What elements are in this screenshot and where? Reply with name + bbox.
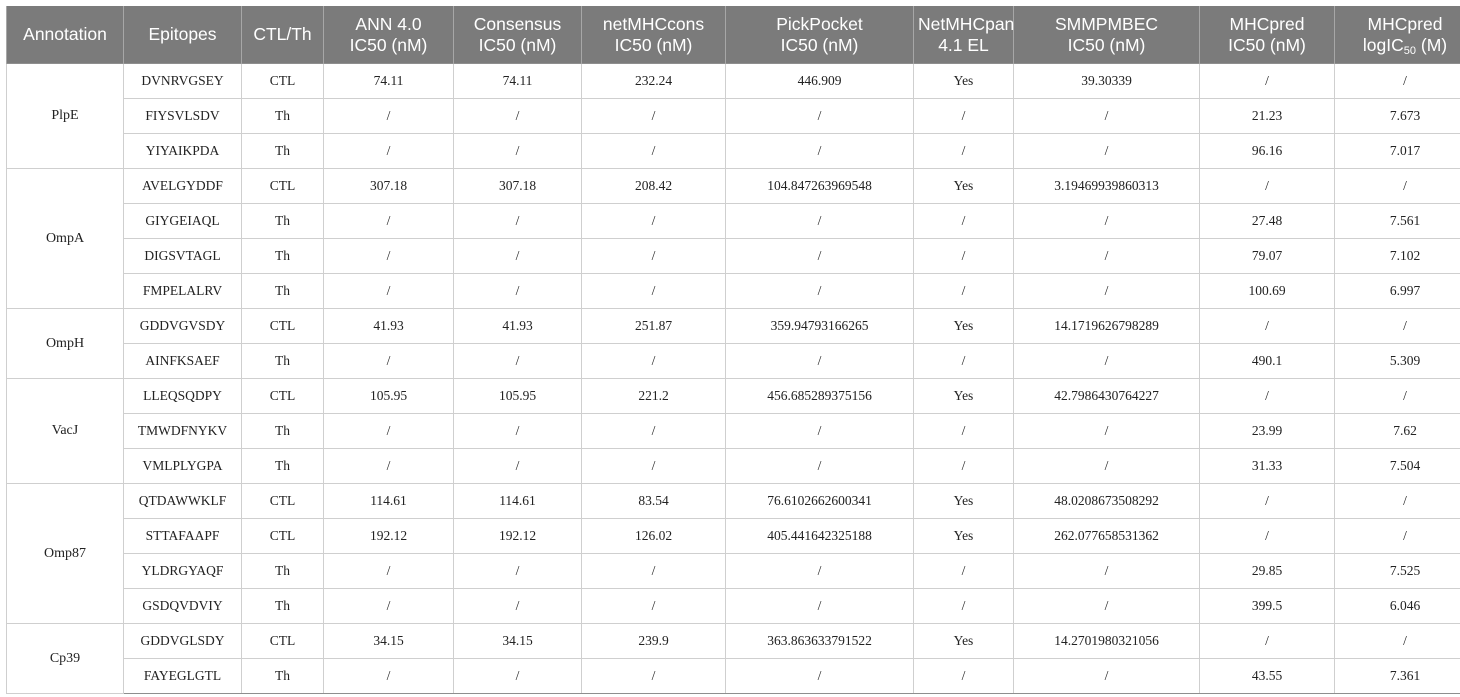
header-line-2: IC50 (nM) — [1067, 34, 1146, 55]
cell-type-cell: CTL — [242, 64, 324, 99]
table-row — [7, 449, 1460, 484]
header-subscript: 50 — [1403, 44, 1416, 57]
value-cell: / — [324, 204, 454, 239]
value-cell: 7.102 — [1335, 239, 1460, 274]
table-row — [7, 99, 1460, 134]
cell-type-cell: CTL — [242, 484, 324, 519]
value-cell: / — [1200, 379, 1335, 414]
header-line-1: Epitopes — [148, 24, 217, 44]
header-line-1: Annotation — [23, 24, 107, 44]
value-cell: / — [1014, 274, 1200, 309]
value-cell: / — [726, 554, 914, 589]
epitope-cell: GSDQVDVIY — [124, 589, 242, 624]
value-cell: / — [582, 239, 726, 274]
value-cell: / — [914, 449, 1014, 484]
value-cell: 41.93 — [324, 309, 454, 344]
header-line-2: IC50 (nM) — [478, 34, 557, 55]
cell-type-cell: Th — [242, 204, 324, 239]
table-row — [7, 519, 1460, 554]
header-line-2: IC50 (nM) — [780, 34, 859, 55]
value-cell: 239.9 — [582, 624, 726, 659]
value-cell: 232.24 — [582, 64, 726, 99]
value-cell: / — [726, 344, 914, 379]
header-line-1: netMHCcons — [602, 13, 705, 34]
epitope-cell: YIYAIKPDA — [124, 134, 242, 169]
value-cell: 114.61 — [324, 484, 454, 519]
header-line-2: IC50 (nM) — [1228, 34, 1306, 55]
value-cell: / — [582, 204, 726, 239]
value-cell: 3.19469939860313 — [1014, 169, 1200, 204]
cell-type-cell: Th — [242, 589, 324, 624]
value-cell: 208.42 — [582, 169, 726, 204]
value-cell: 14.1719626798289 — [1014, 309, 1200, 344]
value-cell: / — [726, 239, 914, 274]
cell-type-cell: Th — [242, 274, 324, 309]
value-cell: 6.046 — [1335, 589, 1460, 624]
epitope-cell: GDDVGVSDY — [124, 309, 242, 344]
header-unit: (M) — [1416, 34, 1448, 55]
table-row — [7, 239, 1460, 274]
value-cell: Yes — [914, 64, 1014, 99]
value-cell: 456.685289375156 — [726, 379, 914, 414]
value-cell: 105.95 — [324, 379, 454, 414]
header-line-1: NetMHCpan — [918, 13, 1015, 34]
annotation-cell: VacJ — [7, 379, 124, 484]
value-cell: 359.94793166265 — [726, 309, 914, 344]
value-cell: / — [1335, 484, 1460, 519]
cell-type-cell: Th — [242, 239, 324, 274]
table-row — [7, 484, 1460, 519]
header-line-1: MHCpred — [1229, 13, 1305, 34]
value-cell: / — [1200, 519, 1335, 554]
value-cell: / — [454, 239, 582, 274]
value-cell: 104.847263969548 — [726, 169, 914, 204]
value-cell: / — [726, 99, 914, 134]
value-cell: 5.309 — [1335, 344, 1460, 379]
table-row — [7, 379, 1460, 414]
header-line-1: CTL/Th — [253, 24, 312, 44]
value-cell: / — [726, 589, 914, 624]
value-cell: / — [1335, 169, 1460, 204]
cell-type-cell: CTL — [242, 519, 324, 554]
value-cell: / — [1014, 204, 1200, 239]
value-cell: 6.997 — [1335, 274, 1460, 309]
value-cell: 7.673 — [1335, 99, 1460, 134]
header-line-2: IC50 (nM) — [614, 34, 693, 55]
value-cell: 41.93 — [454, 309, 582, 344]
value-cell: / — [582, 414, 726, 449]
value-cell: / — [324, 344, 454, 379]
value-cell: 34.15 — [454, 624, 582, 659]
value-cell: / — [726, 134, 914, 169]
value-cell: Yes — [914, 309, 1014, 344]
epitope-cell: FMPELALRV — [124, 274, 242, 309]
value-cell: / — [914, 204, 1014, 239]
value-cell: / — [324, 239, 454, 274]
value-cell: 39.30339 — [1014, 64, 1200, 99]
table-row — [7, 274, 1460, 309]
table-row — [7, 624, 1460, 659]
value-cell: 7.525 — [1335, 554, 1460, 589]
header-line-1: Consensus — [473, 13, 562, 34]
value-cell: / — [454, 204, 582, 239]
header-line-2: 4.1 EL — [938, 34, 989, 55]
epitope-cell: VMLPLYGPA — [124, 449, 242, 484]
value-cell: / — [582, 344, 726, 379]
value-cell: 21.23 — [1200, 99, 1335, 134]
value-cell: 105.95 — [454, 379, 582, 414]
value-cell: 446.909 — [726, 64, 914, 99]
value-cell: / — [454, 554, 582, 589]
value-cell: Yes — [914, 169, 1014, 204]
value-cell: / — [454, 99, 582, 134]
value-cell: 43.55 — [1200, 659, 1335, 694]
value-cell: 79.07 — [1200, 239, 1335, 274]
value-cell: 31.33 — [1200, 449, 1335, 484]
value-cell: / — [914, 589, 1014, 624]
epitope-cell: TMWDFNYKV — [124, 414, 242, 449]
cell-type-cell: Th — [242, 659, 324, 694]
value-cell: / — [914, 659, 1014, 694]
value-cell: / — [324, 449, 454, 484]
value-cell: 251.87 — [582, 309, 726, 344]
header-smmpmbec — [1014, 6, 1200, 64]
value-cell: / — [1200, 484, 1335, 519]
value-cell: 490.1 — [1200, 344, 1335, 379]
value-cell: / — [454, 449, 582, 484]
value-cell: 74.11 — [324, 64, 454, 99]
value-cell: / — [1014, 134, 1200, 169]
value-cell: 262.077658531362 — [1014, 519, 1200, 554]
table-row — [7, 659, 1460, 694]
table-row — [7, 309, 1460, 344]
value-cell: 7.017 — [1335, 134, 1460, 169]
value-cell: / — [1014, 239, 1200, 274]
value-cell: / — [1200, 169, 1335, 204]
value-cell: 399.5 — [1200, 589, 1335, 624]
value-cell: 14.2701980321056 — [1014, 624, 1200, 659]
table-body — [7, 64, 1460, 694]
value-cell: 7.361 — [1335, 659, 1460, 694]
value-cell: / — [324, 589, 454, 624]
cell-type-cell: Th — [242, 134, 324, 169]
annotation-cell: Omp87 — [7, 484, 124, 624]
table-row — [7, 204, 1460, 239]
value-cell: / — [582, 449, 726, 484]
value-cell: 192.12 — [324, 519, 454, 554]
value-cell: / — [1014, 554, 1200, 589]
value-cell: / — [324, 414, 454, 449]
value-cell: 27.48 — [1200, 204, 1335, 239]
table-row — [7, 414, 1460, 449]
value-cell: / — [1200, 309, 1335, 344]
value-cell: Yes — [914, 484, 1014, 519]
value-cell: 42.7986430764227 — [1014, 379, 1200, 414]
value-cell: Yes — [914, 624, 1014, 659]
value-cell: / — [1335, 64, 1460, 99]
value-cell: 307.18 — [324, 169, 454, 204]
value-cell: / — [914, 344, 1014, 379]
value-cell: / — [914, 134, 1014, 169]
value-cell: / — [454, 274, 582, 309]
value-cell: / — [324, 659, 454, 694]
value-cell: / — [726, 204, 914, 239]
value-cell: / — [582, 134, 726, 169]
header-mhcpred-ic50 — [1200, 6, 1335, 64]
value-cell: / — [582, 589, 726, 624]
header-ctl-th — [242, 6, 324, 64]
cell-type-cell: CTL — [242, 169, 324, 204]
table-row — [7, 64, 1460, 99]
header-netmhccons — [582, 6, 726, 64]
value-cell: 7.561 — [1335, 204, 1460, 239]
cell-type-cell: CTL — [242, 309, 324, 344]
value-cell: / — [726, 274, 914, 309]
value-cell: 100.69 — [1200, 274, 1335, 309]
value-cell: / — [1014, 659, 1200, 694]
annotation-cell: OmpH — [7, 309, 124, 379]
value-cell: / — [726, 449, 914, 484]
value-cell: / — [1335, 624, 1460, 659]
value-cell: / — [454, 344, 582, 379]
header-line-1: SMMPMBEC — [1054, 13, 1159, 34]
value-cell: / — [1014, 414, 1200, 449]
value-cell: / — [454, 659, 582, 694]
value-cell: Yes — [914, 519, 1014, 554]
value-cell: / — [1200, 624, 1335, 659]
value-cell: 363.863633791522 — [726, 624, 914, 659]
value-cell: / — [324, 554, 454, 589]
table-row — [7, 344, 1460, 379]
epitope-cell: DIGSVTAGL — [124, 239, 242, 274]
value-cell: / — [1014, 589, 1200, 624]
value-cell: / — [324, 99, 454, 134]
epitope-table — [6, 6, 1460, 694]
value-cell: 29.85 — [1200, 554, 1335, 589]
value-cell: 76.6102662600341 — [726, 484, 914, 519]
table-row — [7, 589, 1460, 624]
table-row — [7, 169, 1460, 204]
value-cell: 405.441642325188 — [726, 519, 914, 554]
value-cell: / — [1335, 309, 1460, 344]
cell-type-cell: Th — [242, 99, 324, 134]
value-cell: 7.62 — [1335, 414, 1460, 449]
table-row — [7, 134, 1460, 169]
epitope-cell: GDDVGLSDY — [124, 624, 242, 659]
value-cell: / — [582, 659, 726, 694]
value-cell: / — [1200, 64, 1335, 99]
header-pickpocket — [726, 6, 914, 64]
value-cell: 48.0208673508292 — [1014, 484, 1200, 519]
annotation-cell: PlpE — [7, 64, 124, 169]
epitope-cell: AINFKSAEF — [124, 344, 242, 379]
epitope-cell: DVNRVGSEY — [124, 64, 242, 99]
value-cell: 7.504 — [1335, 449, 1460, 484]
value-cell: / — [582, 554, 726, 589]
header-netmhcpan — [914, 6, 1014, 64]
epitope-cell: STTAFAAPF — [124, 519, 242, 554]
header-line-1: MHCpred — [1367, 13, 1443, 34]
annotation-cell: Cp39 — [7, 624, 124, 694]
value-cell: / — [726, 414, 914, 449]
header-mhcpred-logic50 — [1335, 6, 1460, 64]
value-cell: 307.18 — [454, 169, 582, 204]
header-line-2: IC50 (nM) — [349, 34, 428, 55]
header-line-1: PickPocket — [776, 13, 863, 34]
table-row — [7, 554, 1460, 589]
epitope-cell: FAYEGLGTL — [124, 659, 242, 694]
value-cell: 221.2 — [582, 379, 726, 414]
epitope-cell: YLDRGYAQF — [124, 554, 242, 589]
value-cell: / — [914, 274, 1014, 309]
table-header — [7, 6, 1460, 64]
value-cell: / — [1335, 379, 1460, 414]
value-cell: / — [1335, 519, 1460, 554]
value-cell: / — [582, 99, 726, 134]
header-line-2: logIC — [1362, 34, 1404, 55]
cell-type-cell: CTL — [242, 379, 324, 414]
header-epitopes — [124, 6, 242, 64]
annotation-cell: OmpA — [7, 169, 124, 309]
value-cell: / — [1014, 344, 1200, 379]
value-cell: / — [914, 554, 1014, 589]
value-cell: / — [1014, 449, 1200, 484]
value-cell: 74.11 — [454, 64, 582, 99]
value-cell: / — [914, 99, 1014, 134]
header-ann-4-0 — [324, 6, 454, 64]
header-row — [7, 6, 1460, 64]
value-cell: 126.02 — [582, 519, 726, 554]
value-cell: / — [454, 589, 582, 624]
value-cell: / — [582, 274, 726, 309]
value-cell: / — [1014, 99, 1200, 134]
epitope-cell: QTDAWWKLF — [124, 484, 242, 519]
header-annotation — [7, 6, 124, 64]
epitope-cell: FIYSVLSDV — [124, 99, 242, 134]
value-cell: / — [914, 414, 1014, 449]
cell-type-cell: Th — [242, 414, 324, 449]
value-cell: / — [914, 239, 1014, 274]
cell-type-cell: CTL — [242, 624, 324, 659]
header-consensus — [454, 6, 582, 64]
value-cell: / — [726, 659, 914, 694]
value-cell: 23.99 — [1200, 414, 1335, 449]
value-cell: 83.54 — [582, 484, 726, 519]
header-line-1: ANN 4.0 — [355, 13, 422, 34]
value-cell: 114.61 — [454, 484, 582, 519]
cell-type-cell: Th — [242, 344, 324, 379]
epitope-cell: LLEQSQDPY — [124, 379, 242, 414]
value-cell: / — [324, 274, 454, 309]
value-cell: 34.15 — [324, 624, 454, 659]
cell-type-cell: Th — [242, 554, 324, 589]
value-cell: 192.12 — [454, 519, 582, 554]
value-cell: / — [324, 134, 454, 169]
value-cell: / — [454, 134, 582, 169]
value-cell: 96.16 — [1200, 134, 1335, 169]
value-cell: Yes — [914, 379, 1014, 414]
value-cell: / — [454, 414, 582, 449]
cell-type-cell: Th — [242, 449, 324, 484]
epitope-cell: GIYGEIAQL — [124, 204, 242, 239]
epitope-cell: AVELGYDDF — [124, 169, 242, 204]
